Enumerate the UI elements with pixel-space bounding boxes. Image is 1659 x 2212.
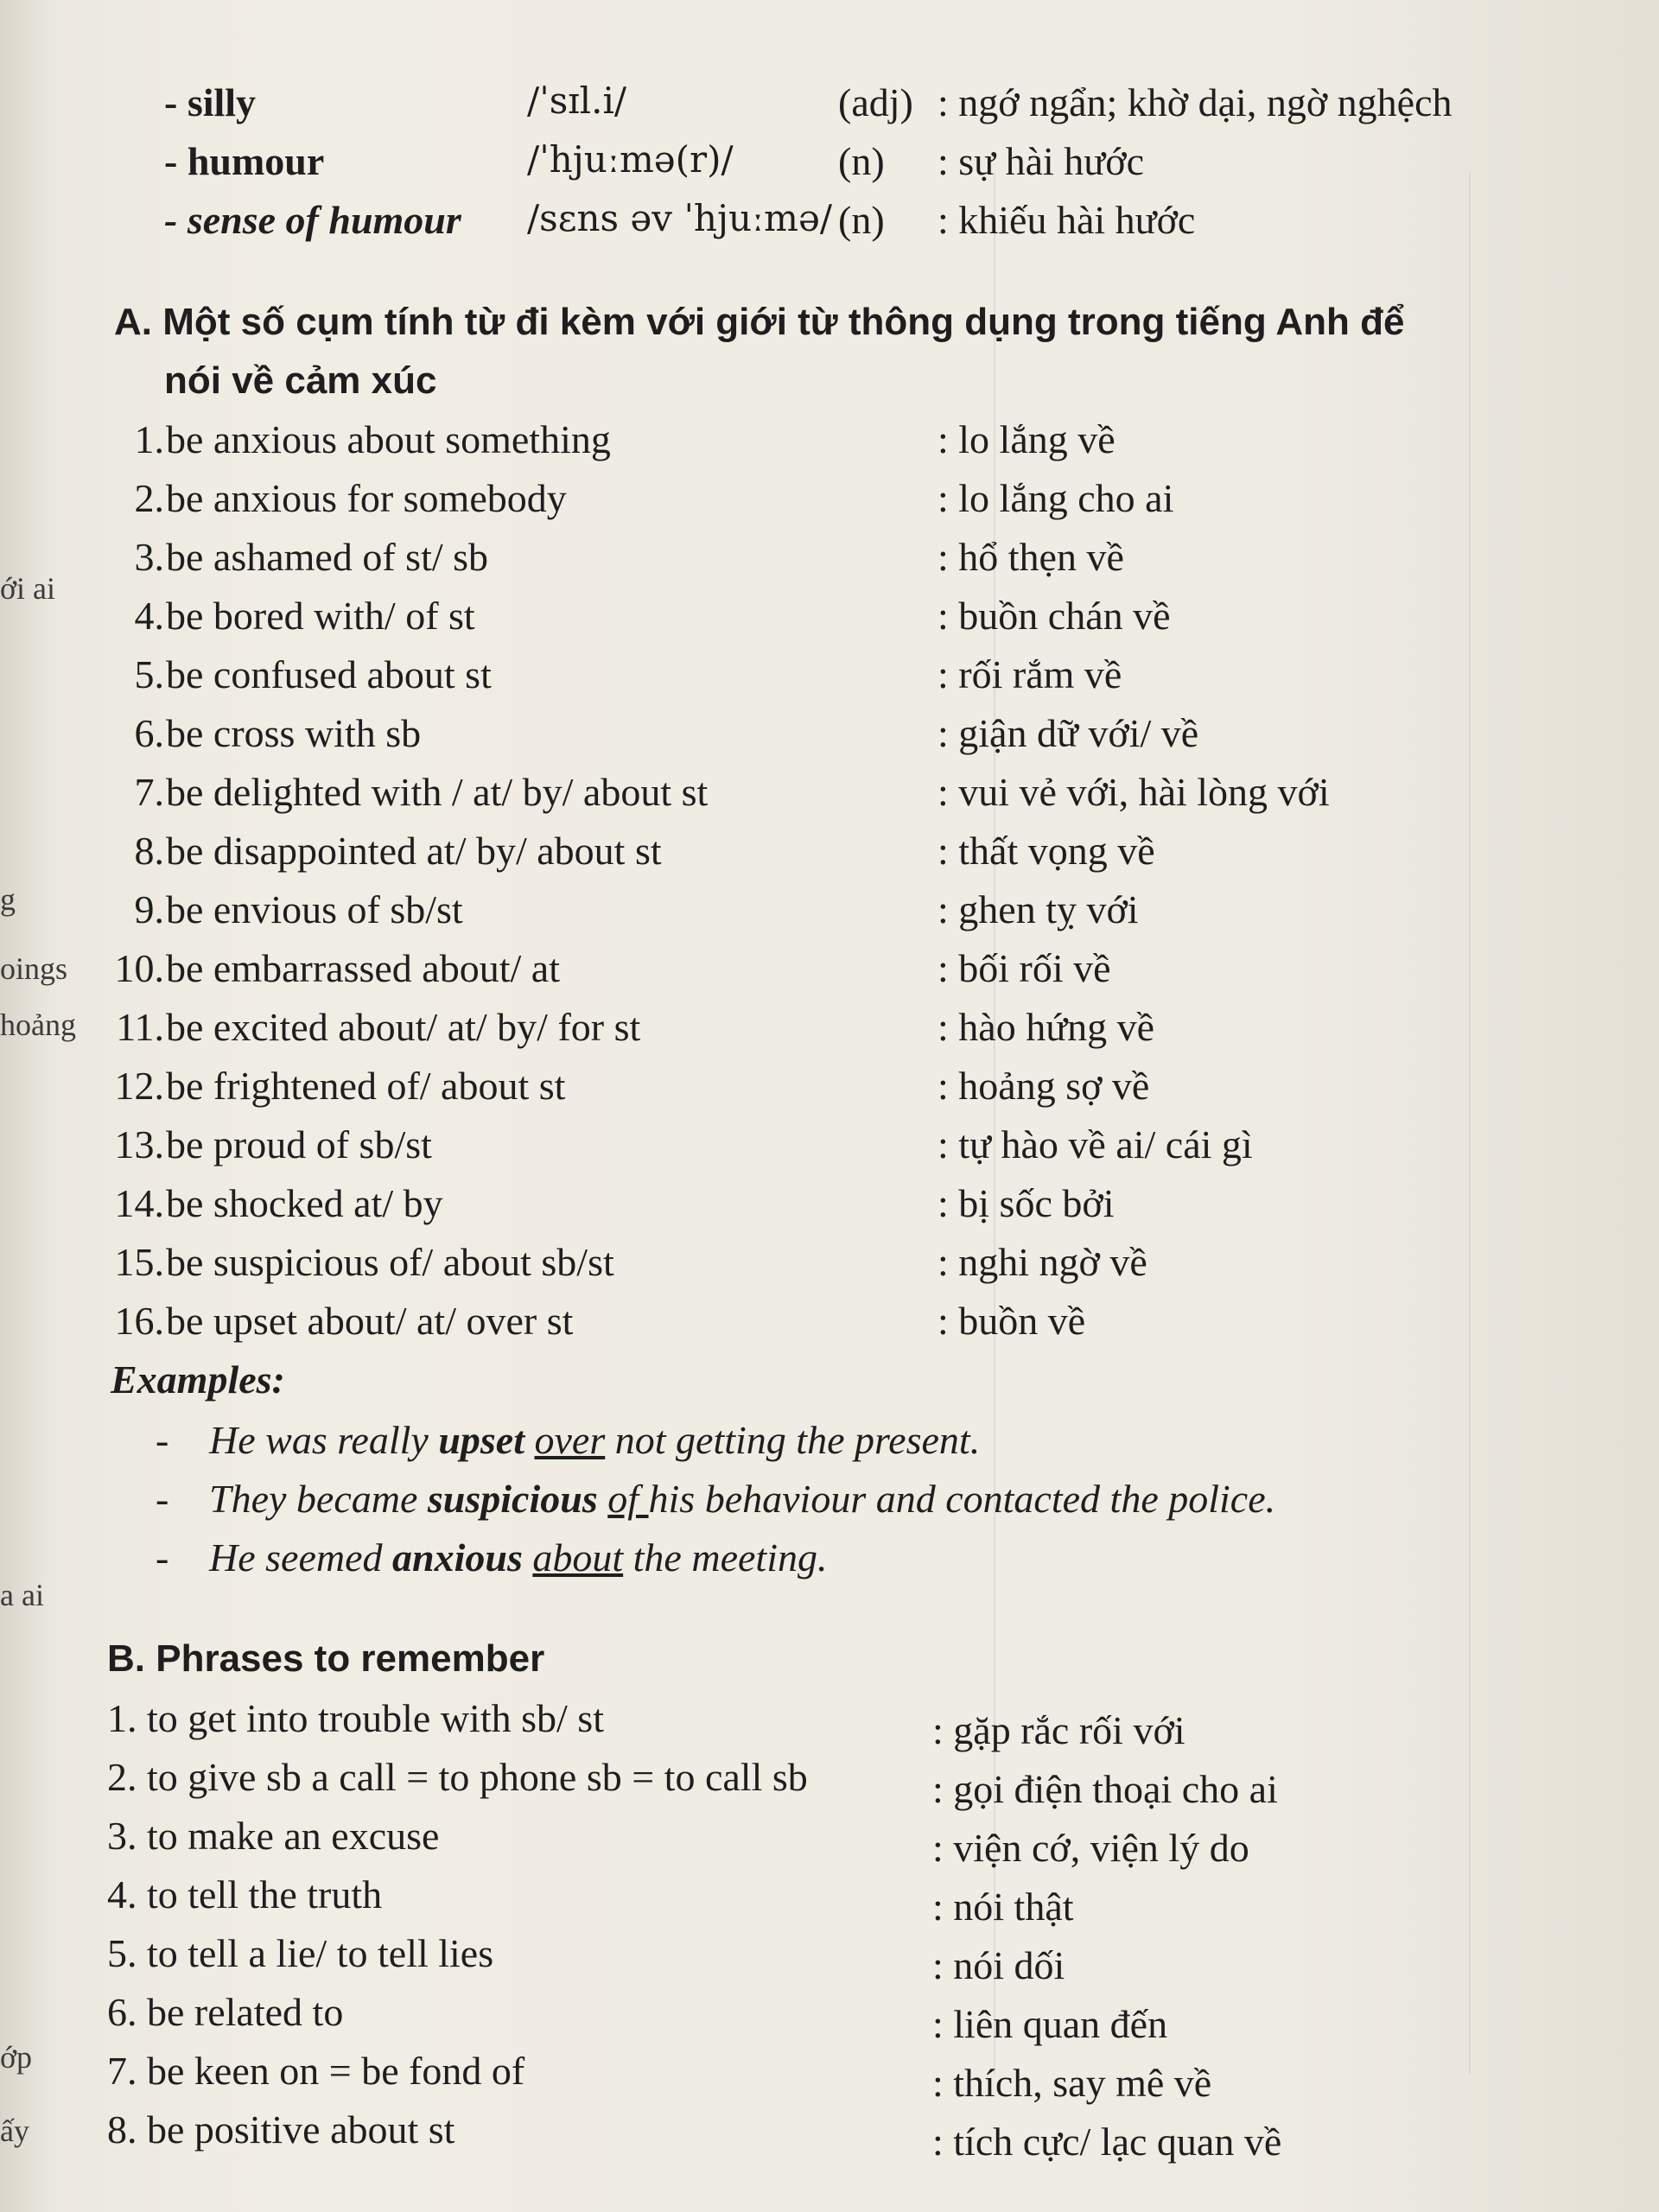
example-part: He seemed — [209, 1535, 393, 1580]
example-part — [523, 1535, 533, 1580]
item-meaning: : tích cực/ lạc quan về — [932, 2120, 1282, 2164]
item-phrase: 8. be positive about st — [107, 2107, 455, 2152]
item-meaning: : lo lắng cho ai — [938, 476, 1174, 520]
example-adjective: suspicious — [427, 1477, 598, 1521]
margin-fragment: g — [0, 882, 16, 917]
item-phrase: 5. to tell a lie/ to tell lies — [107, 1931, 494, 1975]
list-item — [107, 1695, 1576, 1752]
section-a-heading-cont: nói về cảm xúc — [164, 359, 437, 402]
item-number: 10. — [114, 946, 164, 990]
list-item — [107, 1989, 1576, 2046]
list-item — [112, 828, 1564, 880]
vocab-ipa: /sɛns əv ˈhjuːmə/ — [527, 197, 833, 239]
item-number: 15. — [114, 1240, 164, 1284]
item-phrase: be anxious about something — [166, 417, 611, 461]
margin-fragment: hoảng — [0, 1007, 76, 1042]
item-meaning: : giận dữ với/ về — [938, 711, 1199, 755]
list-item — [107, 2107, 1576, 2164]
margin-fragment: ấy — [0, 2113, 29, 2148]
item-number: 16. — [114, 1299, 164, 1343]
list-item — [112, 1239, 1564, 1291]
bullet-dash: - — [156, 1418, 169, 1462]
item-meaning: : ghen tỵ với — [938, 887, 1139, 931]
list-item — [112, 887, 1564, 938]
item-meaning: : nói dối — [932, 1943, 1065, 1987]
list-item — [112, 769, 1564, 821]
item-number: 8. — [134, 829, 164, 873]
item-number: 6. — [134, 711, 164, 755]
example-part: his behaviour and contacted the police. — [648, 1477, 1276, 1521]
item-phrase: be cross with sb — [166, 711, 422, 755]
item-meaning: : tự hào về ai/ cái gì — [938, 1122, 1253, 1166]
list-item — [112, 945, 1564, 997]
item-phrase: 7. be keen on = be fond of — [107, 2049, 525, 2093]
item-phrase: be disappointed at/ by/ about st — [166, 829, 662, 873]
item-meaning: : vui vẻ với, hài lòng với — [938, 770, 1330, 814]
example-part: He was really — [209, 1418, 439, 1462]
item-meaning: : bối rối về — [938, 946, 1111, 990]
item-meaning: : nói thật — [932, 1885, 1074, 1929]
item-phrase: be excited about/ at/ by/ for st — [166, 1005, 641, 1049]
example-part: the meeting. — [623, 1535, 828, 1580]
list-item — [112, 1298, 1564, 1350]
vocab-word: - humour — [164, 139, 325, 183]
section-b-heading: B. Phrases to remember — [107, 1637, 545, 1680]
item-number: 11. — [116, 1005, 164, 1049]
vocab-pos: (n) — [838, 139, 885, 183]
item-number: 5. — [134, 652, 164, 696]
item-phrase: be shocked at/ by — [166, 1181, 443, 1225]
example-part — [524, 1418, 535, 1462]
item-phrase: be delighted with / at/ by/ about st — [166, 770, 709, 814]
item-meaning: : buồn về — [938, 1299, 1086, 1343]
item-phrase: be ashamed of st/ sb — [166, 535, 489, 579]
item-phrase: 6. be related to — [107, 1990, 344, 2034]
item-phrase: be anxious for somebody — [166, 476, 567, 520]
example-preposition: about — [532, 1535, 624, 1580]
item-phrase: be upset about/ at/ over st — [166, 1299, 574, 1343]
examples-label: Examples: — [111, 1357, 285, 1402]
item-number: 14. — [114, 1181, 164, 1225]
item-meaning: : hoảng sợ về — [938, 1064, 1150, 1108]
item-meaning: : nghi ngờ về — [938, 1240, 1147, 1284]
vocab-meaning: : sự hài hước — [938, 139, 1144, 183]
list-item — [112, 593, 1564, 645]
list-item — [112, 710, 1564, 762]
item-number: 3. — [134, 535, 164, 579]
example-adjective: anxious — [392, 1535, 523, 1580]
vocab-ipa: /ˈhjuːmə(r)/ — [527, 138, 734, 181]
list-item — [112, 475, 1564, 527]
section-a-heading: A. Một số cụm tính từ đi kèm với giới từ thông dụng trong tiếng Anh để — [114, 301, 1405, 343]
item-phrase: 1. to get into trouble with sb/ st — [107, 1696, 604, 1740]
list-item — [107, 1813, 1576, 1870]
example-preposition: of — [607, 1477, 649, 1521]
bullet-dash: - — [156, 1535, 169, 1580]
item-number: 4. — [134, 594, 164, 638]
item-phrase: be embarrassed about/ at — [166, 946, 560, 990]
item-phrase: 4. to tell the truth — [107, 1872, 383, 1916]
example-part — [598, 1477, 608, 1521]
item-meaning: : rối rắm về — [938, 652, 1122, 696]
item-number: 1. — [134, 417, 164, 461]
item-number: 13. — [114, 1122, 164, 1166]
list-item — [112, 652, 1564, 703]
item-meaning: : liên quan đến — [932, 2002, 1168, 2046]
example-adjective: upset — [438, 1418, 524, 1462]
item-meaning: : hổ thẹn về — [938, 535, 1124, 579]
vocab-ipa: /ˈsɪl.i/ — [527, 79, 627, 122]
vocab-pos: (adj) — [838, 80, 913, 124]
list-item — [112, 416, 1564, 468]
vocab-meaning: : khiếu hài hước — [938, 198, 1196, 242]
item-phrase: be frightened of/ about st — [166, 1064, 566, 1108]
item-number: 9. — [134, 887, 164, 931]
bullet-dash: - — [156, 1477, 169, 1521]
item-meaning: : viện cớ, viện lý do — [932, 1826, 1249, 1870]
example-text — [209, 1476, 1275, 1522]
item-meaning: : bị sốc bởi — [938, 1181, 1115, 1225]
list-item — [107, 1754, 1576, 1811]
item-meaning: : thích, say mê về — [932, 2061, 1212, 2105]
list-item — [112, 1180, 1564, 1232]
item-phrase: be proud of sb/st — [166, 1122, 432, 1166]
item-meaning: : gọi điện thoại cho ai — [932, 1767, 1278, 1811]
margin-fragment: ớp — [0, 2040, 33, 2075]
margin-fragment: a ai — [0, 1578, 44, 1612]
item-phrase: be suspicious of/ about sb/st — [166, 1240, 614, 1284]
list-item — [112, 1122, 1564, 1173]
item-phrase: be bored with/ of st — [166, 594, 475, 638]
item-meaning: : thất vọng về — [938, 829, 1155, 873]
list-item — [112, 1004, 1564, 1056]
item-phrase: be confused about st — [166, 652, 492, 696]
item-meaning: : gặp rắc rối với — [932, 1708, 1185, 1752]
example-text — [209, 1535, 827, 1580]
list-item — [112, 534, 1564, 586]
item-number: 2. — [134, 476, 164, 520]
example-part: not getting the present. — [605, 1418, 981, 1462]
item-meaning: : hào hứng về — [938, 1005, 1155, 1049]
vocab-word: - sense of humour — [164, 198, 461, 242]
item-number: 12. — [114, 1064, 164, 1108]
item-meaning: : lo lắng về — [938, 417, 1116, 461]
margin-fragment: ới ai — [0, 571, 56, 606]
item-meaning: : buồn chán về — [938, 594, 1171, 638]
margin-fragment: oings — [0, 951, 68, 986]
list-item — [107, 1872, 1576, 1929]
vocab-pos: (n) — [838, 198, 885, 242]
list-item — [107, 1930, 1576, 1987]
example-text — [209, 1417, 980, 1463]
vocab-meaning: : ngớ ngẩn; khờ dại, ngờ nghệch — [938, 80, 1452, 124]
example-preposition: over — [534, 1418, 606, 1462]
vocab-word: - silly — [164, 80, 257, 124]
item-phrase: be envious of sb/st — [166, 887, 463, 931]
item-number: 7. — [134, 770, 164, 814]
item-phrase: 2. to give sb a call = to phone sb = to call sb — [107, 1755, 808, 1799]
example-part: They became — [209, 1477, 428, 1521]
list-item — [112, 1063, 1564, 1115]
item-phrase: 3. to make an excuse — [107, 1814, 440, 1858]
list-item — [107, 2048, 1576, 2105]
